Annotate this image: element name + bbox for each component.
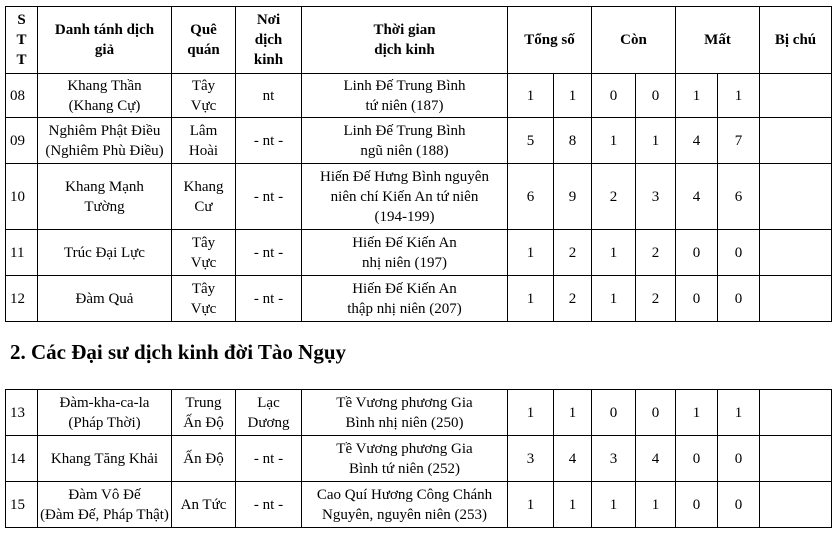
total-volume-cell: 1 bbox=[554, 482, 592, 528]
note-cell bbox=[760, 390, 832, 436]
stt-cell: 09 bbox=[6, 118, 38, 164]
origin-cell: Tây Vực bbox=[172, 230, 236, 276]
total-count-cell: 1 bbox=[508, 390, 554, 436]
time-cell: Tề Vương phương Gia Bình nhị niên (250) bbox=[302, 390, 508, 436]
place-cell: - nt - bbox=[236, 482, 302, 528]
remaining-volume-cell: 0 bbox=[636, 74, 676, 118]
table-row bbox=[6, 390, 832, 436]
remaining-count-cell: 0 bbox=[592, 74, 636, 118]
header-origin: Quê quán bbox=[172, 7, 236, 74]
note-cell bbox=[760, 118, 832, 164]
stt-cell: 10 bbox=[6, 164, 38, 230]
lost-count-cell: 1 bbox=[676, 74, 718, 118]
total-count-cell: 1 bbox=[508, 276, 554, 322]
table-row bbox=[6, 436, 832, 482]
total-volume-cell: 9 bbox=[554, 164, 592, 230]
origin-cell: Trung Ấn Độ bbox=[172, 390, 236, 436]
remaining-volume-cell: 4 bbox=[636, 436, 676, 482]
table-row bbox=[6, 118, 832, 164]
origin-cell: An Tức bbox=[172, 482, 236, 528]
lost-volume-cell: 0 bbox=[718, 230, 760, 276]
total-count-cell: 6 bbox=[508, 164, 554, 230]
header-total: Tổng số bbox=[508, 7, 592, 74]
stt-cell: 15 bbox=[6, 482, 38, 528]
total-count-cell: 3 bbox=[508, 436, 554, 482]
lost-count-cell: 0 bbox=[676, 436, 718, 482]
remaining-count-cell: 1 bbox=[592, 118, 636, 164]
translator-name-cell: Đàm-kha-ca-la (Pháp Thời) bbox=[38, 390, 172, 436]
remaining-count-cell: 1 bbox=[592, 482, 636, 528]
total-count-cell: 1 bbox=[508, 74, 554, 118]
origin-cell: Tây Vực bbox=[172, 276, 236, 322]
lost-volume-cell: 1 bbox=[718, 74, 760, 118]
lost-count-cell: 0 bbox=[676, 482, 718, 528]
origin-cell: Ấn Độ bbox=[172, 436, 236, 482]
place-cell: - nt - bbox=[236, 118, 302, 164]
note-cell bbox=[760, 276, 832, 322]
translator-name-cell: Khang Mạnh Tường bbox=[38, 164, 172, 230]
remaining-count-cell: 1 bbox=[592, 230, 636, 276]
time-cell: Linh Đế Trung Bình tứ niên (187) bbox=[302, 74, 508, 118]
place-cell: - nt - bbox=[236, 436, 302, 482]
time-cell: Hiến Đế Kiến An nhị niên (197) bbox=[302, 230, 508, 276]
time-cell: Tề Vương phương Gia Bình tứ niên (252) bbox=[302, 436, 508, 482]
place-cell: - nt - bbox=[236, 230, 302, 276]
total-volume-cell: 8 bbox=[554, 118, 592, 164]
total-volume-cell: 1 bbox=[554, 74, 592, 118]
translators-table-2 bbox=[5, 389, 832, 528]
translator-name-cell: Khang Thần (Khang Cự) bbox=[38, 74, 172, 118]
time-cell: Hiến Đế Kiến An thập nhị niên (207) bbox=[302, 276, 508, 322]
header-lost: Mất bbox=[676, 7, 760, 74]
note-cell bbox=[760, 482, 832, 528]
lost-volume-cell: 0 bbox=[718, 436, 760, 482]
header-time: Thời gian dịch kinh bbox=[302, 7, 508, 74]
origin-cell: Tây Vực bbox=[172, 74, 236, 118]
time-cell: Linh Đế Trung Bình ngũ niên (188) bbox=[302, 118, 508, 164]
translators-table-1 bbox=[5, 6, 832, 322]
lost-count-cell: 4 bbox=[676, 118, 718, 164]
place-cell: - nt - bbox=[236, 164, 302, 230]
lost-volume-cell: 1 bbox=[718, 390, 760, 436]
total-count-cell: 1 bbox=[508, 482, 554, 528]
lost-count-cell: 1 bbox=[676, 390, 718, 436]
time-cell: Hiến Đế Hưng Bình nguyên niên chí Kiến An tứ niên (194-199) bbox=[302, 164, 508, 230]
note-cell bbox=[760, 74, 832, 118]
table-row bbox=[6, 164, 832, 230]
lost-count-cell: 0 bbox=[676, 230, 718, 276]
translator-name-cell: Khang Tăng Khải bbox=[38, 436, 172, 482]
place-cell: Lạc Dương bbox=[236, 390, 302, 436]
header-remaining: Còn bbox=[592, 7, 676, 74]
lost-volume-cell: 7 bbox=[718, 118, 760, 164]
origin-cell: Khang Cư bbox=[172, 164, 236, 230]
note-cell bbox=[760, 164, 832, 230]
table-row bbox=[6, 276, 832, 322]
lost-volume-cell: 0 bbox=[718, 482, 760, 528]
section-heading: 2. Các Đại sư dịch kinh đời Tào Ngụy bbox=[10, 340, 347, 364]
stt-cell: 13 bbox=[6, 390, 38, 436]
translator-name-cell: Đàm Vô Đế (Đàm Đế, Pháp Thật) bbox=[38, 482, 172, 528]
remaining-volume-cell: 1 bbox=[636, 482, 676, 528]
remaining-volume-cell: 3 bbox=[636, 164, 676, 230]
stt-cell: 12 bbox=[6, 276, 38, 322]
remaining-volume-cell: 2 bbox=[636, 230, 676, 276]
lost-count-cell: 4 bbox=[676, 164, 718, 230]
table-row bbox=[6, 74, 832, 118]
translator-name-cell: Đàm Quả bbox=[38, 276, 172, 322]
lost-volume-cell: 0 bbox=[718, 276, 760, 322]
remaining-volume-cell: 1 bbox=[636, 118, 676, 164]
remaining-count-cell: 1 bbox=[592, 276, 636, 322]
remaining-count-cell: 3 bbox=[592, 436, 636, 482]
header-place: Nơi dịch kinh bbox=[236, 7, 302, 74]
total-volume-cell: 2 bbox=[554, 276, 592, 322]
translator-name-cell: Trúc Đại Lực bbox=[38, 230, 172, 276]
stt-cell: 14 bbox=[6, 436, 38, 482]
stt-cell: 11 bbox=[6, 230, 38, 276]
remaining-count-cell: 2 bbox=[592, 164, 636, 230]
header-stt: S T T bbox=[6, 7, 38, 74]
total-volume-cell: 4 bbox=[554, 436, 592, 482]
place-cell: - nt - bbox=[236, 276, 302, 322]
note-cell bbox=[760, 436, 832, 482]
place-cell: nt bbox=[236, 74, 302, 118]
remaining-volume-cell: 0 bbox=[636, 390, 676, 436]
total-count-cell: 1 bbox=[508, 230, 554, 276]
remaining-count-cell: 0 bbox=[592, 390, 636, 436]
header-note: Bị chú bbox=[760, 7, 832, 74]
header-name: Danh tánh dịch giả bbox=[38, 7, 172, 74]
header-row bbox=[6, 7, 832, 74]
lost-count-cell: 0 bbox=[676, 276, 718, 322]
time-cell: Cao Quí Hương Công Chánh Nguyên, nguyên niên (253) bbox=[302, 482, 508, 528]
lost-volume-cell: 6 bbox=[718, 164, 760, 230]
note-cell bbox=[760, 230, 832, 276]
translator-name-cell: Nghiêm Phật Điều (Nghiêm Phù Điều) bbox=[38, 118, 172, 164]
table-row bbox=[6, 230, 832, 276]
total-volume-cell: 1 bbox=[554, 390, 592, 436]
table-row bbox=[6, 482, 832, 528]
remaining-volume-cell: 2 bbox=[636, 276, 676, 322]
origin-cell: Lâm Hoài bbox=[172, 118, 236, 164]
total-volume-cell: 2 bbox=[554, 230, 592, 276]
stt-cell: 08 bbox=[6, 74, 38, 118]
total-count-cell: 5 bbox=[508, 118, 554, 164]
